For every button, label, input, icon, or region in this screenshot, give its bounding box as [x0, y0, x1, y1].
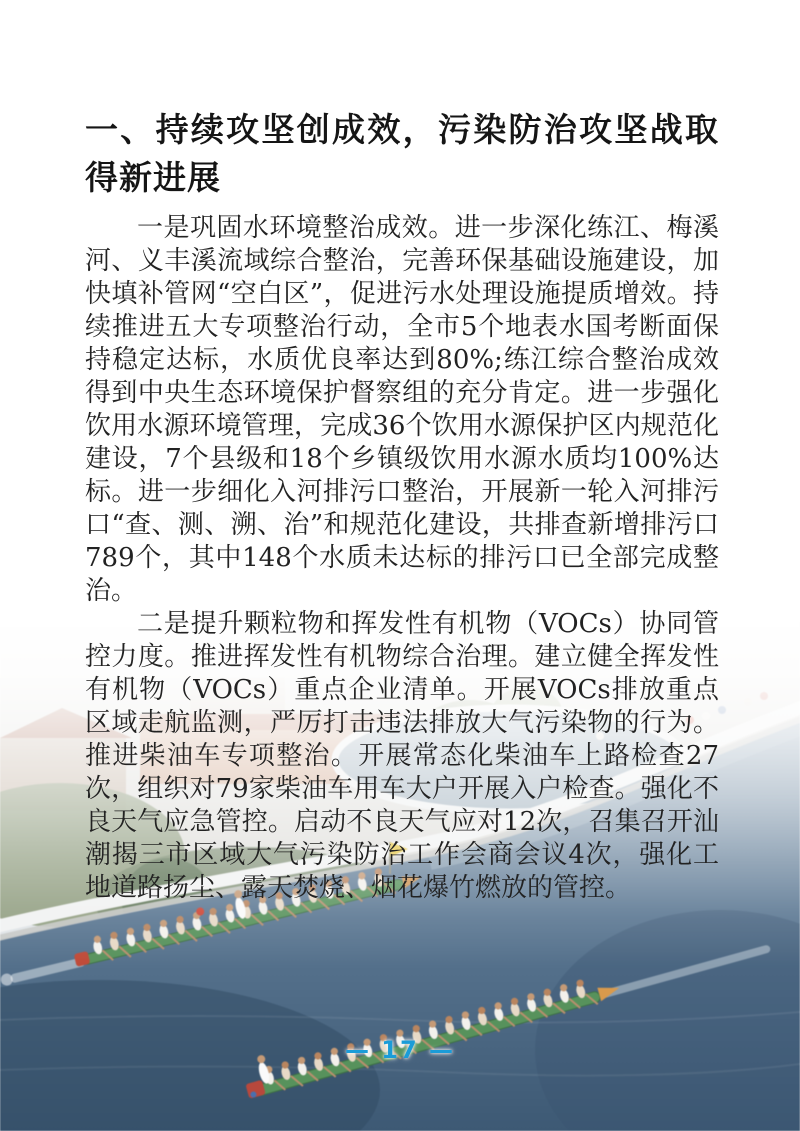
- content-area: [85, 106, 719, 905]
- section-heading: 一、持续攻坚创成效，污染防治攻坚战取得新进展: [85, 110, 719, 197]
- paragraph-water-environment: 一是巩固水环境整治成效。进一步深化练江、梅溪河、义丰溪流域综合整治，完善环保基础设施建设，加快填补管网“空白区”，促进污水处理设施提质增效。持续推进五大专项整治行动，全市5个地表水国考断面保持稳定达标，水质优良率达到80%;练江综合整治成效得到中央生态环境保护督察组的充分肯定。进一步强化饮用水源环境管理，完成36个饮用水源保护区内规范化建设，7个县级和18个乡镇级饮用水源水质均100%达标。进一步细化入河排污口整治，开展新一轮入河排污口“查、测、溯、治”和规范化建设，共排查新增排污口789个，其中148个水质未达标的排污口已全部完成整治。: [85, 213, 719, 606]
- page-number-label: — 17 —: [344, 1036, 456, 1064]
- paragraph-air-pollution: 二是提升颗粒物和挥发性有机物（VOCs）协同管控力度。推进挥发性有机物综合治理。建立健全挥发性有机物（VOCs）重点企业清单。开展VOCs排放重点区域走航监测，严厉打击违法排放大气污染物的行为。推进柴油车专项整治。开展常态化柴油车上路检查27次，组织对79家柴油车用车大户开展入户检查。强化不良天气应急管控。启动不良天气应对12次，召集召开汕潮揭三市区域大气污染防治工作会商会议4次，强化工地道路扬尘、露天焚烧、烟花爆竹燃放的管控。: [85, 609, 719, 903]
